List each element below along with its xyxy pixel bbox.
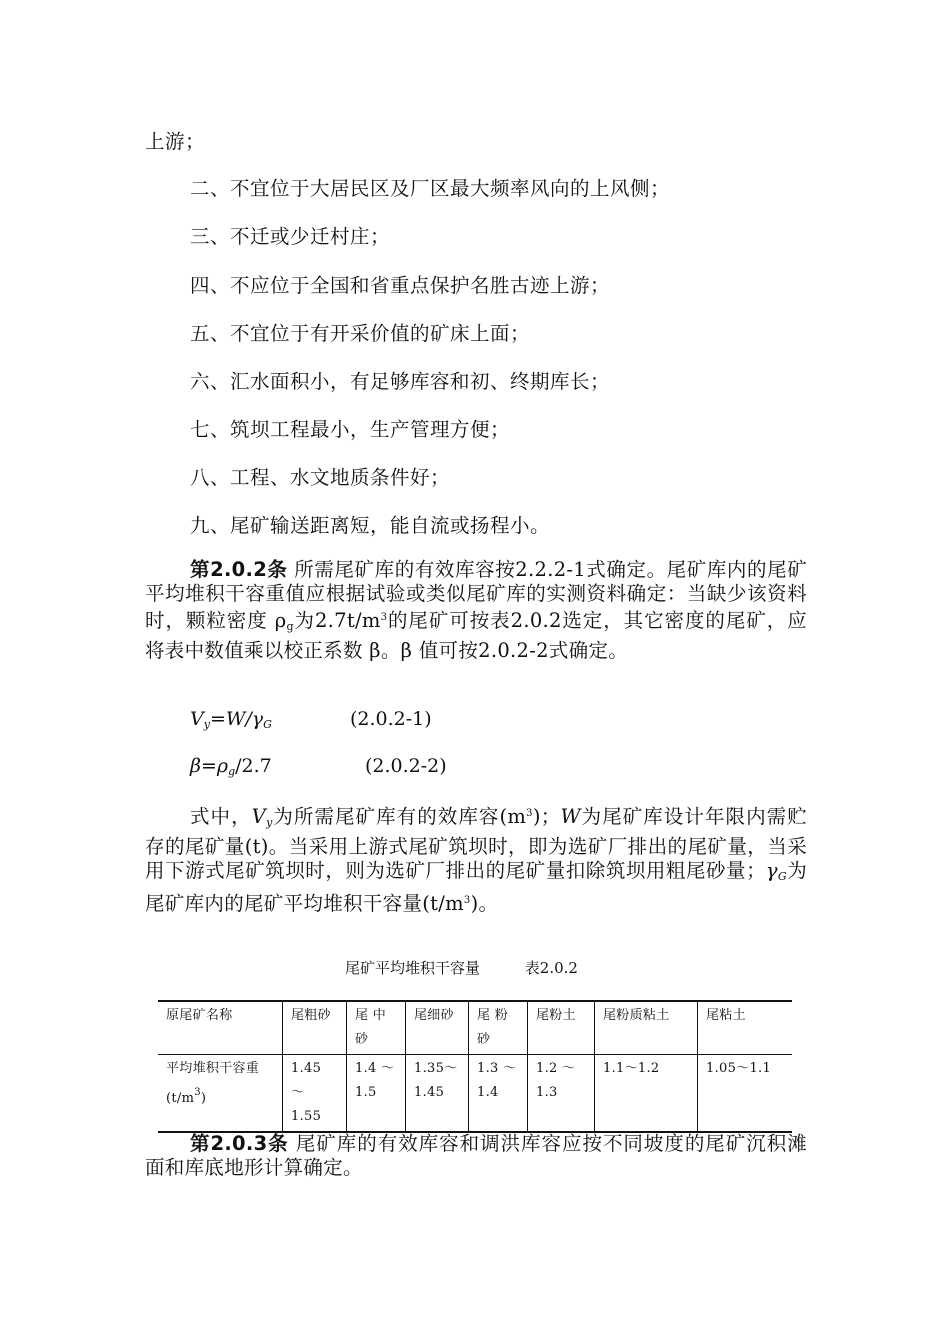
equation-2-0-2-1: $V_y=W/\gamma_G$ (2.0.2-1) (190, 708, 432, 731)
value-cell: 1.35～ 1.45 (406, 1055, 469, 1133)
value-cell: 1.4 ～ 1.5 (347, 1055, 406, 1133)
header-cell: 尾粗砂 (283, 1001, 347, 1055)
explanation-paragraph: 式中，$V_y$为所需尾矿库有的效库容$(m^3)$；W为尾矿库设计年限内需贮存的尾矿量(t)。当采用上游式尾矿筑坝时，即为选矿厂排出的尾矿量，当采用下游式尾矿筑坝时，则为选矿厂排出的尾矿量扣除筑坝用粗尾砂量；$\gamma_G$为尾矿库内的尾矿平均堆积干容量$(t/m^3)$。 (145, 805, 808, 915)
clause-2-0-3-paragraph: 第2.0.3条 尾矿库的有效库容和调洪库容应按不同坡度的尾矿沉积滩面和库底地形计算确定。 (145, 1132, 808, 1179)
row-label-cell: 平均堆积干容重$(t/m^3)$ (166, 1061, 260, 1106)
clause-label: 第2.0.2条 (190, 558, 288, 581)
list-item: 九、尾矿输送距离短，能自流或扬程小。 (190, 514, 551, 537)
table-caption (345, 957, 578, 978)
list-item: 六、汇水面积小，有足够库容和初、终期库长； (190, 370, 611, 393)
header-cell: 尾粉土 (528, 1001, 595, 1055)
density-table (158, 1000, 792, 1133)
value-cell: 1.05～1.1 (698, 1055, 793, 1133)
clause-2-0-2-paragraph: 第2.0.2条 所需尾矿库的有效库容按2.2.2-1式确定。尾矿库内的尾矿平均堆积干容重值应根据试验或类似尾矿库的实测资料确定：当缺少该资料时，颗粒密度 $\rho_g$为$2.7t/m^3$的尾矿可按表2.0.2选定，其它密度的尾矿，应将表中数值乘以校正系数 β。β 值可按2.0.2-2式确定。 (145, 558, 808, 662)
header-cell: 尾 粉 砂 (469, 1001, 528, 1055)
table-title: 尾矿平均堆积干容量 (345, 959, 481, 977)
list-item: 四、不应位于全国和省重点保护名胜古迹上游； (190, 274, 611, 297)
equation-2-0-2-2: $\beta=\rho_g/2.7$ (2.0.2-2) (190, 755, 447, 778)
list-item: 八、工程、水文地质条件好； (190, 466, 451, 489)
table-header-row (158, 1001, 792, 1055)
clause-label: 第2.0.3条 (190, 1132, 289, 1155)
header-cell: 原尾矿名称 (158, 1001, 283, 1055)
list-item: 二、不宜位于大居民区及厂区最大频率风向的上风侧； (190, 177, 671, 200)
value-cell: 1.2 ～ 1.3 (528, 1055, 595, 1133)
header-cell: 尾 中 砂 (347, 1001, 406, 1055)
equation-number: (2.0.2-2) (365, 755, 447, 777)
header-cell: 尾细砂 (406, 1001, 469, 1055)
value-cell: 1.45 ～ 1.55 (283, 1055, 347, 1133)
list-item: 三、不迁或少迁村庄； (190, 225, 391, 248)
value-cell: 1.3 ～ 1.4 (469, 1055, 528, 1133)
text-line: 上游； (145, 130, 206, 153)
equation-number: (2.0.2-1) (350, 708, 432, 730)
value-cell: 1.1～1.2 (595, 1055, 698, 1133)
table-row (158, 1055, 792, 1133)
table-number: 表2.0.2 (524, 959, 578, 977)
header-cell: 尾粘土 (698, 1001, 793, 1055)
header-cell: 尾粉质粘土 (595, 1001, 698, 1055)
list-item: 五、不宜位于有开采价值的矿床上面； (190, 322, 531, 345)
list-item: 七、筑坝工程最小，生产管理方便； (190, 418, 511, 441)
